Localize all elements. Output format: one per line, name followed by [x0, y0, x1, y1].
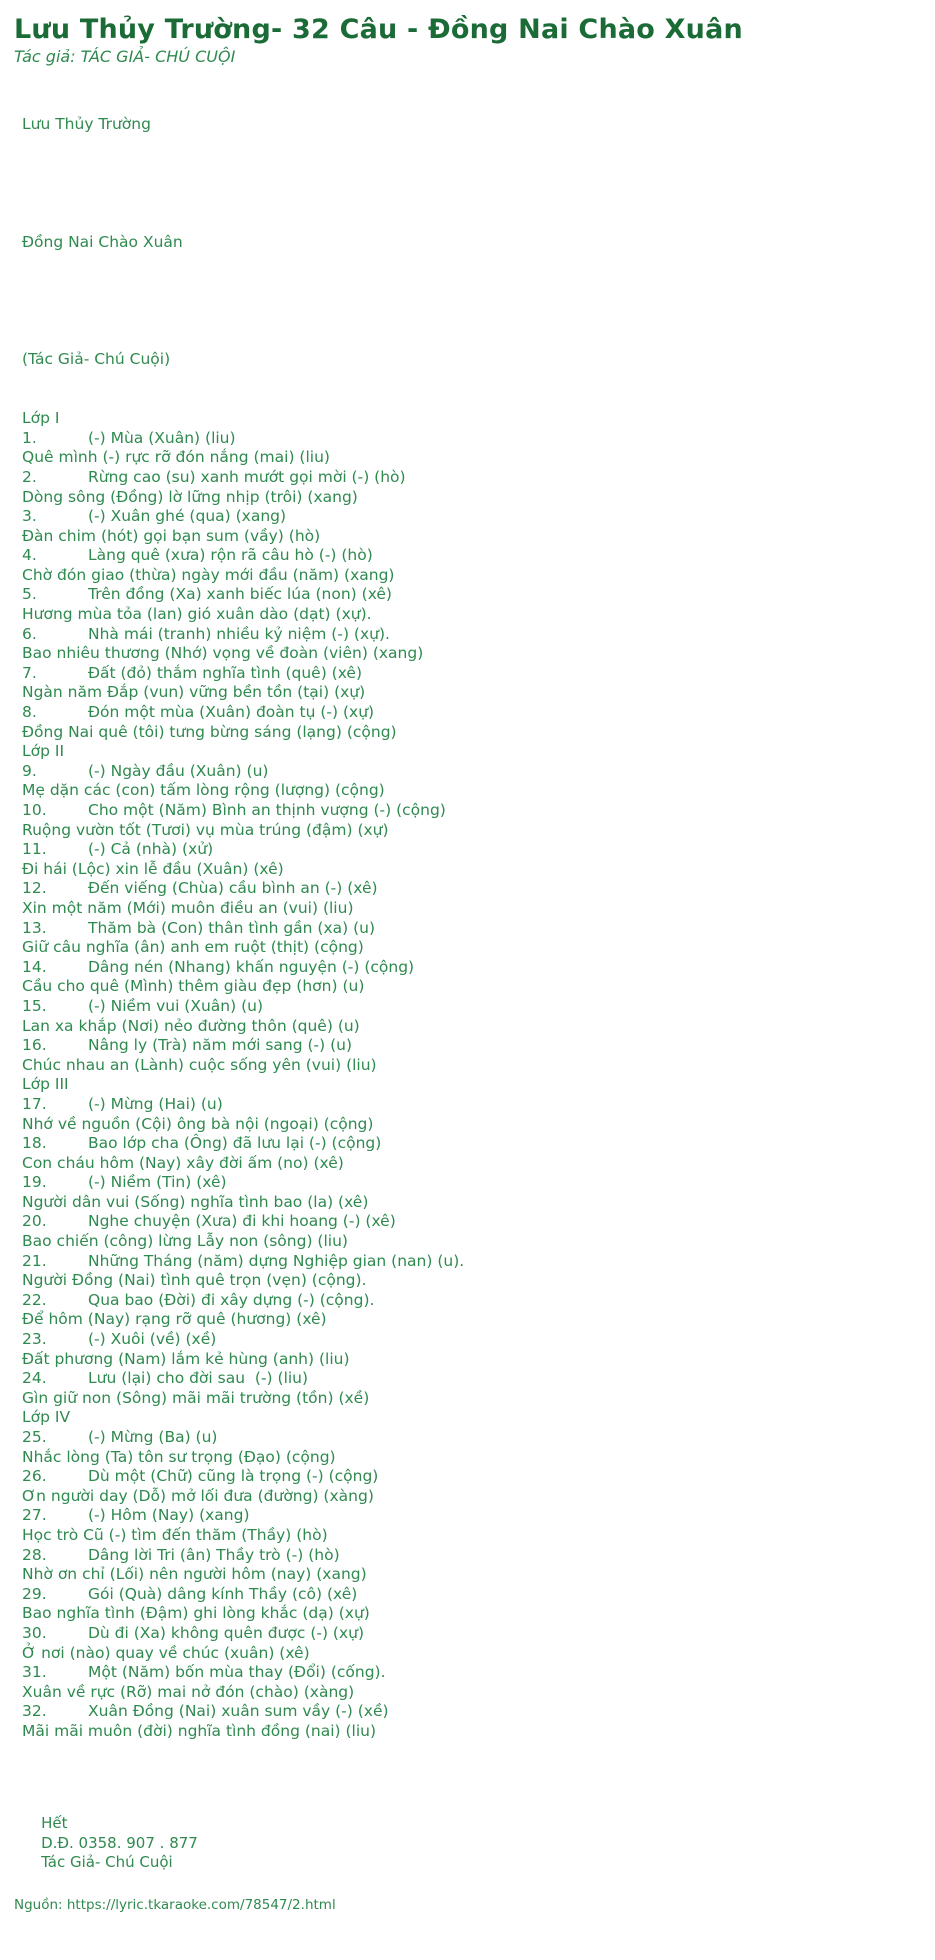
- lyric-line-text: Bao chiến (công) lừng Lẫy non (sông) (liu): [22, 1232, 348, 1251]
- lyric-line-number: 6.: [22, 624, 37, 643]
- lyric-line: [22, 801, 921, 821]
- lyric-line-text: Mẹ dặn các (con) tấm lòng rộng (lượng) (cộng): [22, 781, 385, 800]
- lyric-line-number: 3.: [22, 507, 37, 526]
- lyric-line-number: 11.: [22, 840, 47, 859]
- lyric-line-number: 5.: [22, 585, 37, 604]
- lyric-line-text: Trên đồng (Xa) xanh biếc lúa (non) (xê): [88, 585, 392, 604]
- lyric-line-text: Để hôm (Nay) rạng rỡ quê (hương) (xê): [22, 1310, 327, 1329]
- lyric-line-text: Dù đi (Xa) không quên được (-) (xự): [88, 1623, 365, 1642]
- lyric-line-text: Những Tháng (năm) dựng Nghiệp gian (nan) (u).: [88, 1251, 465, 1270]
- lyric-line: [22, 1389, 921, 1409]
- lyric-line: [22, 860, 921, 880]
- lyric-line: [22, 585, 921, 605]
- lyric-line: [22, 938, 921, 958]
- lyric-line-text: (-) Mừng (Ba) (u): [88, 1428, 218, 1447]
- lyric-line-text: Dâng nén (Nhang) khấn nguyện (-) (cộng): [88, 957, 415, 976]
- lyric-line-text: (-) Xuân ghé (qua) (xang): [88, 507, 287, 526]
- lyric-line-text: Học trò Cũ (-) tìm đến thăm (Thầy) (hò): [22, 1525, 328, 1544]
- lyric-line-text: Lớp III: [22, 1075, 69, 1094]
- lyric-line: [22, 1134, 921, 1154]
- lyric-line-number: 2.: [22, 467, 37, 486]
- lyric-line-text: Chúc nhau an (Lành) cuộc sống yên (vui) (liu): [22, 1055, 377, 1074]
- lyric-line-text: Bao nghĩa tình (Đậm) ghi lòng khắc (dạ) (xự): [22, 1604, 370, 1623]
- lyric-line: [22, 429, 921, 449]
- source-link[interactable]: Nguồn: https://lyric.tkaraoke.com/78547/2.html: [14, 1896, 336, 1913]
- lyric-line: [22, 1017, 921, 1037]
- lyric-line: [22, 625, 921, 645]
- lyric-line: [22, 1565, 921, 1585]
- lyric-line: [22, 703, 921, 723]
- lyric-line: [22, 977, 921, 997]
- lyric-line-text: Xuân về rực (Rỡ) mai nở đón (chào) (xàng): [22, 1682, 355, 1701]
- lyric-line-text: Gói (Quà) dâng kính Thầy (cô) (xê): [88, 1584, 358, 1603]
- lyric-line-number: 9.: [22, 761, 37, 780]
- blank-line: [22, 292, 921, 312]
- lyric-line: [22, 507, 921, 527]
- lyric-line: [22, 1546, 921, 1566]
- lyric-line-text: Người Đồng (Nai) tình quê trọn (vẹn) (cộng).: [22, 1271, 367, 1290]
- lyric-line: [22, 1467, 921, 1487]
- lyric-line: [22, 1526, 921, 1546]
- lyric-line: [22, 762, 921, 782]
- heading-song-type: Lưu Thủy Trường: [22, 115, 151, 134]
- lyric-line-number: 20.: [22, 1212, 47, 1231]
- lyric-line-number: 17.: [22, 1094, 47, 1113]
- heading-song-title: Đồng Nai Chào Xuân: [22, 232, 183, 251]
- lyric-line: [22, 899, 921, 919]
- lyric-line: [22, 1487, 921, 1507]
- lyric-line: [22, 1624, 921, 1644]
- lyric-line-text: Đất (đỏ) thắm nghĩa tình (quê) (xê): [88, 663, 363, 682]
- lyric-line-text: Hương mùa tỏa (lan) gió xuân dào (dạt) (xự).: [22, 605, 372, 624]
- lyric-line-text: Đến viếng (Chùa) cầu bình an (-) (xê): [88, 879, 378, 898]
- lyric-line-text: Gìn giữ non (Sông) mãi mãi trường (tồn) (xề): [22, 1388, 370, 1407]
- lyric-line-text: Xuân Đồng (Nai) xuân sum vầy (-) (xề): [88, 1702, 389, 1721]
- lyric-line: [22, 958, 921, 978]
- lyric-line: [22, 1428, 921, 1448]
- lyric-line: [22, 664, 921, 684]
- lyric-line-text: (-) Ngày đầu (Xuân) (u): [88, 761, 269, 780]
- lyric-line-text: Cầu cho quê (Mình) thêm giàu đẹp (hơn) (u): [22, 977, 365, 996]
- lyric-line-text: Ơn người day (Dỗ) mở lối đưa (đường) (xàng): [22, 1486, 374, 1505]
- lyric-line-number: 8.: [22, 703, 37, 722]
- lyric-line-text: Đất phương (Nam) lắm kẻ hùng (anh) (liu): [22, 1349, 350, 1368]
- lyric-line: [22, 1291, 921, 1311]
- lyric-line-text: Nhờ ơn chỉ (Lối) nên người hôm (nay) (xang): [22, 1565, 367, 1584]
- footer-line: Tác Giả- Chú Cuội: [41, 1853, 173, 1872]
- lyric-line-number: 23.: [22, 1330, 47, 1349]
- lyric-line-text: Ngàn năm Đắp (vun) vững bền tồn (tại) (xự): [22, 683, 366, 702]
- lyric-line: [22, 1056, 921, 1076]
- lyric-line-text: Dù một (Chữ) cũng là trọng (-) (cộng): [88, 1467, 379, 1486]
- lyric-line: [22, 1310, 921, 1330]
- lyric-line-text: Lớp I: [22, 409, 60, 428]
- lyric-line: [22, 546, 921, 566]
- lyric-line-number: 30.: [22, 1623, 47, 1642]
- lyric-line-text: Cho một (Năm) Bình an thịnh vượng (-) (cộng): [88, 801, 446, 820]
- lyric-line: [22, 468, 921, 488]
- lyric-line-number: 31.: [22, 1663, 47, 1682]
- lyric-line-text: Dâng lời Tri (ân) Thầy trò (-) (hò): [88, 1545, 340, 1564]
- lyric-line: [22, 605, 921, 625]
- lyric-line-text: Ở nơi (nào) quay về chúc (xuân) (xê): [22, 1643, 310, 1662]
- lyric-line-text: Qua bao (Đời) đi xây dựng (-) (cộng).: [88, 1290, 375, 1309]
- lyric-line-text: Đi hái (Lộc) xin lễ đầu (Xuân) (xê): [22, 859, 284, 878]
- lyric-line-text: Mãi mãi muôn (đời) nghĩa tình đồng (nai) (liu): [22, 1721, 377, 1740]
- lyric-line: [22, 1271, 921, 1291]
- lyric-line: [22, 1154, 921, 1174]
- lyric-line: [22, 1408, 921, 1428]
- lyric-line-text: Đón một mùa (Xuân) đoàn tụ (-) (xự): [88, 703, 375, 722]
- lyric-line-text: Nghe chuyện (Xưa) đi khi hoang (-) (xê): [88, 1212, 396, 1231]
- lyric-line-number: 22.: [22, 1290, 47, 1309]
- lyric-line-text: Lớp IV: [22, 1408, 71, 1427]
- lyric-line-text: Lưu (lại) cho đời sau (-) (liu): [88, 1369, 309, 1388]
- footer-block: [14, 1795, 921, 1893]
- lyric-line-number: 27.: [22, 1506, 47, 1525]
- lyric-line-number: 7.: [22, 663, 37, 682]
- subheading-author: (Tác Giả- Chú Cuội): [22, 350, 171, 369]
- lyric-line-text: Thăm bà (Con) thân tình gần (xa) (u): [88, 918, 376, 937]
- lyric-line-number: 19.: [22, 1173, 47, 1192]
- lyric-line-text: (-) Xuôi (về) (xề): [88, 1330, 217, 1349]
- lyric-line-text: Dòng sông (Đồng) lờ lững nhịp (trôi) (xang): [22, 487, 358, 506]
- lyric-line: [22, 742, 921, 762]
- lyric-line-text: Nhắc lòng (Ta) tôn sư trọng (Đạo) (cộng): [22, 1447, 336, 1466]
- lyric-line: [22, 1193, 921, 1213]
- lyric-line: [22, 781, 921, 801]
- page-title: Lưu Thủy Trường- 32 Câu - Đồng Nai Chào Xuân: [14, 14, 743, 45]
- lyric-line-number: 32.: [22, 1702, 47, 1721]
- lyric-line: [22, 1095, 921, 1115]
- lyric-line: [22, 644, 921, 664]
- lyric-line: [22, 1604, 921, 1624]
- footer-line: Hết: [41, 1814, 68, 1833]
- lyric-line-text: Bao lớp cha (Ông) đã lưu lại (-) (cộng): [88, 1134, 382, 1153]
- lyric-line: [22, 1115, 921, 1135]
- lyric-line: [22, 1644, 921, 1664]
- lyric-line-text: Quê mình (-) rực rỡ đón nắng (mai) (liu): [22, 448, 330, 467]
- lyric-line-number: 24.: [22, 1369, 47, 1388]
- lyric-line-number: 21.: [22, 1251, 47, 1270]
- lyric-line: [22, 1702, 921, 1722]
- lyric-line-text: Lan xa khắp (Nơi) nẻo đường thôn (quê) (u): [22, 1016, 360, 1035]
- lyric-line-number: 12.: [22, 879, 47, 898]
- lyric-line-text: Rừng cao (su) xanh mướt gọi mời (-) (hò): [88, 467, 406, 486]
- lyric-line: [22, 1350, 921, 1370]
- lyric-line: [22, 1448, 921, 1468]
- lyric-line-number: 13.: [22, 918, 47, 937]
- lyric-line: [22, 1663, 921, 1683]
- lyric-line: [22, 566, 921, 586]
- lyric-line-text: Nhà mái (tranh) nhiều kỷ niệm (-) (xự).: [88, 624, 390, 643]
- lyric-line-number: 25.: [22, 1428, 47, 1447]
- lyric-line: [22, 840, 921, 860]
- lyric-line-text: Người dân vui (Sống) nghĩa tình bao (la) (xê): [22, 1192, 369, 1211]
- lyric-line-text: (-) Hôm (Nay) (xang): [88, 1506, 250, 1525]
- lyric-line: [22, 1722, 921, 1742]
- lyric-line-text: Lớp II: [22, 742, 65, 761]
- lyric-line: [22, 997, 921, 1017]
- lyric-line: [22, 1212, 921, 1232]
- lyric-line: [22, 1506, 921, 1526]
- lyric-line-number: 4.: [22, 546, 37, 565]
- lyric-line-number: 26.: [22, 1467, 47, 1486]
- lyric-line-number: 10.: [22, 801, 47, 820]
- lyric-line-text: Giữ câu nghĩa (ân) anh em ruột (thịt) (cộng): [22, 938, 364, 957]
- lyric-line-text: Chờ đón giao (thừa) ngày mới đầu (năm) (xang): [22, 565, 395, 584]
- lyric-line-number: 29.: [22, 1584, 47, 1603]
- lyric-line: [22, 448, 921, 468]
- lyric-line-number: 18.: [22, 1134, 47, 1153]
- lyric-line: [22, 1075, 921, 1095]
- lyric-line: [22, 723, 921, 743]
- lyric-line-text: Nâng ly (Trà) năm mới sang (-) (u): [88, 1036, 353, 1055]
- lyric-line-number: 15.: [22, 996, 47, 1015]
- lyric-line-text: Ruộng vườn tốt (Tươi) vụ mùa trúng (đậm) (xự): [22, 820, 389, 839]
- lyric-line-number: 1.: [22, 428, 37, 447]
- lyric-line-text: Làng quê (xưa) rộn rã câu hò (-) (hò): [88, 546, 373, 565]
- lyric-line: [22, 1252, 921, 1272]
- lyric-line: [22, 879, 921, 899]
- lyric-line-number: 14.: [22, 957, 47, 976]
- lyric-line: [22, 1683, 921, 1703]
- lyric-line: [22, 821, 921, 841]
- footer-line: D.Đ. 0358. 907 . 877: [41, 1833, 198, 1852]
- lyric-line-text: Bao nhiêu thương (Nhớ) vọng về đoàn (viên) (xang): [22, 644, 424, 663]
- lyric-line-number: 16.: [22, 1036, 47, 1055]
- lyric-line-text: Nhớ về nguồn (Cội) ông bà nội (ngoại) (cộng): [22, 1114, 374, 1133]
- lyric-line: [22, 488, 921, 508]
- lyric-line: [22, 1232, 921, 1252]
- lyric-line-number: 28.: [22, 1545, 47, 1564]
- lyric-line-text: Đàn chim (hót) gọi bạn sum (vầy) (hò): [22, 526, 321, 545]
- lyric-line: [22, 1036, 921, 1056]
- lyric-line-text: (-) Niềm vui (Xuân) (u): [88, 996, 264, 1015]
- lyric-line: [22, 409, 921, 429]
- lyric-line: [22, 1330, 921, 1350]
- lyric-line: [22, 1173, 921, 1193]
- blank-line: [22, 174, 921, 194]
- lyric-line-text: (-) Cả (nhà) (xử): [88, 840, 214, 859]
- lyric-line-text: (-) Mùa (Xuân) (liu): [88, 428, 236, 447]
- lyric-line: [22, 1369, 921, 1389]
- lyric-line-text: (-) Mừng (Hai) (u): [88, 1094, 223, 1113]
- lyric-line-text: Con cháu hôm (Nay) xây đời ấm (no) (xê): [22, 1153, 344, 1172]
- lyric-line-text: Đồng Nai quê (tôi) tưng bừng sáng (lạng) (cộng): [22, 722, 397, 741]
- lyrics-body: [14, 76, 921, 1781]
- author-line: Tác giả: TÁC GIẢ- CHÚ CUỘI: [14, 47, 236, 67]
- lyric-line: [22, 919, 921, 939]
- lyric-line: [22, 527, 921, 547]
- lyric-line-text: Xin một năm (Mới) muôn điều an (vui) (liu): [22, 898, 354, 917]
- lyric-line-text: (-) Niềm (Tin) (xê): [88, 1173, 227, 1192]
- lyric-line: [22, 1585, 921, 1605]
- lyric-line-text: Một (Năm) bốn mùa thay (Đổi) (cống).: [88, 1663, 386, 1682]
- lyric-line-list: [22, 409, 921, 1741]
- lyric-line: [22, 683, 921, 703]
